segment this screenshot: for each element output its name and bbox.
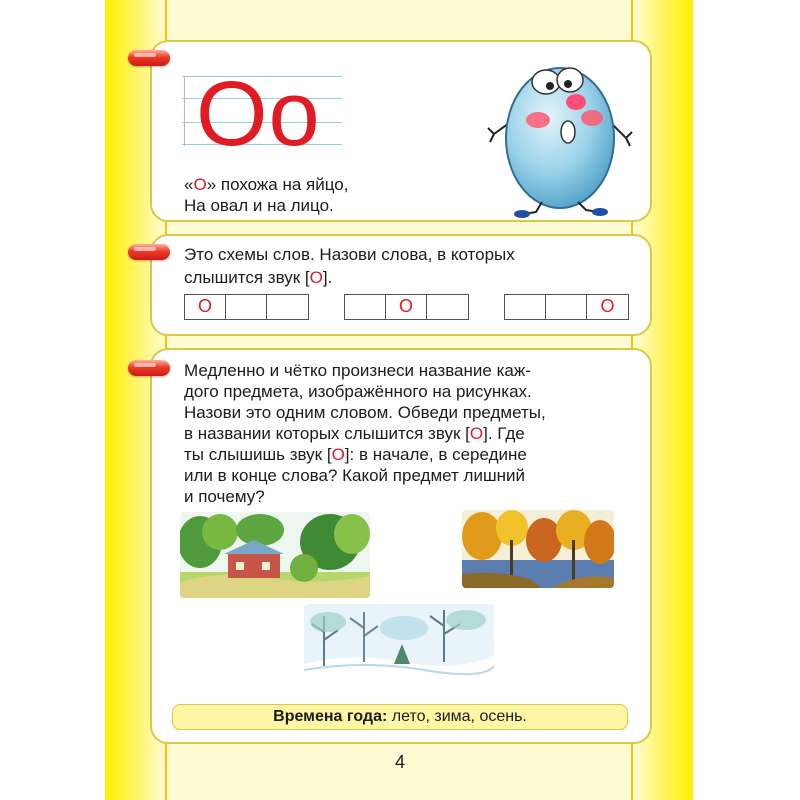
card-tab-marker bbox=[128, 244, 170, 260]
winter-landscape-picture bbox=[304, 604, 494, 690]
scheme-cell: О bbox=[386, 295, 427, 319]
poem-text: » похожа на яйцо, bbox=[206, 175, 349, 194]
task-text: ]. Где bbox=[483, 424, 525, 443]
word-scheme-3 bbox=[504, 294, 629, 320]
word-scheme-1 bbox=[184, 294, 309, 320]
task-line-1: Медленно и чётко произнеси название каж- bbox=[184, 361, 531, 380]
poem-line-1 bbox=[184, 174, 348, 195]
task-line-2: дого предмета, изображённого на рисунках. bbox=[184, 382, 532, 401]
scheme-cell: О bbox=[600, 296, 615, 316]
scheme-cell bbox=[546, 295, 587, 319]
task-line-7: и почему? bbox=[184, 487, 265, 506]
answer-bar bbox=[172, 704, 628, 730]
scheme-cell: О bbox=[185, 295, 226, 319]
answer-label: Времена года: bbox=[273, 708, 388, 725]
schemes-instruction-line-1: Это схемы слов. Назови слова, в которых bbox=[184, 245, 515, 264]
task-line-4 bbox=[184, 423, 525, 444]
word-scheme-2 bbox=[344, 294, 469, 320]
task-text: в названии которых слышится звук [ bbox=[184, 424, 470, 443]
card-tab-marker bbox=[128, 50, 170, 66]
task-line-6: или в конце слова? Какой предмет лишний bbox=[184, 466, 525, 485]
letter-card bbox=[150, 40, 652, 222]
card-tab-marker bbox=[128, 360, 170, 376]
task-line-5 bbox=[184, 444, 527, 465]
instruction-text-end: ]. bbox=[322, 268, 333, 287]
scheme-cell bbox=[226, 295, 267, 319]
scheme-cell bbox=[427, 295, 468, 319]
scheme-cell bbox=[345, 295, 386, 319]
letter-title: Oo bbox=[196, 63, 321, 165]
sound-letter: О bbox=[331, 445, 345, 464]
schemes-instruction-line-2 bbox=[184, 267, 332, 288]
poem-letter: О bbox=[193, 175, 207, 194]
task-text: ты слышишь звук [ bbox=[184, 445, 332, 464]
sound-letter: О bbox=[469, 424, 484, 443]
autumn-landscape-picture bbox=[462, 510, 614, 588]
instruction-text: слышится звук [ bbox=[184, 268, 310, 287]
egg-character-picture bbox=[482, 52, 638, 220]
scheme-cell bbox=[267, 295, 308, 319]
answer-text: лето, зима, осень. bbox=[387, 708, 527, 725]
task-text: ]: в начале, в середине bbox=[344, 445, 527, 464]
summer-landscape-picture bbox=[180, 512, 370, 598]
quote-open: « bbox=[184, 175, 194, 194]
sound-letter: О bbox=[309, 268, 323, 287]
page-number: 4 bbox=[394, 752, 405, 772]
scheme-cell bbox=[505, 295, 546, 319]
task-line-3: Назови это одним словом. Обведи предметы, bbox=[184, 403, 546, 422]
poem-line-2: На овал и на лицо. bbox=[184, 196, 334, 215]
guide-line-vertical bbox=[184, 76, 185, 146]
schemes-card bbox=[150, 234, 652, 336]
